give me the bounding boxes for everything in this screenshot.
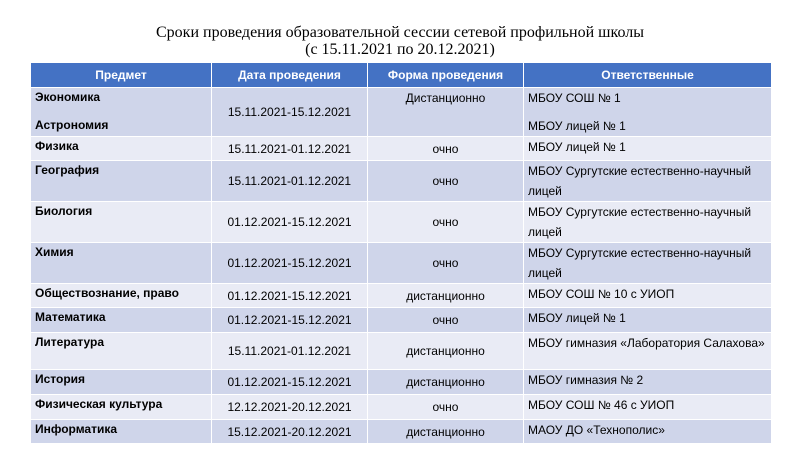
cell-date: 15.11.2021-01.12.2021	[212, 333, 368, 370]
cell-date: 15.11.2021-01.12.2021	[212, 161, 368, 202]
cell-responsible: МАОУ ДО «Технополис»	[524, 420, 772, 444]
cell-form: дистанционно	[368, 420, 524, 444]
cell-form: дистанционно	[368, 333, 524, 370]
header-form: Форма проведения	[368, 63, 524, 88]
cell-responsible: МБОУ лицей № 1	[524, 308, 772, 333]
header-responsible: Ответственные	[524, 63, 772, 88]
responsible-text: МБОУ СОШ № 1	[528, 91, 621, 105]
table-row	[31, 284, 772, 308]
cell-date: 01.12.2021-15.12.2021	[212, 202, 368, 243]
cell-date: 01.12.2021-15.12.2021	[212, 243, 368, 284]
header-subject: Предмет	[31, 63, 212, 88]
cell-date: 12.12.2021-20.12.2021	[212, 395, 368, 420]
table-row	[31, 370, 772, 395]
table-row	[31, 308, 772, 333]
table-row	[31, 333, 772, 370]
cell-subject: Химия	[31, 243, 212, 284]
cell-date: 15.11.2021-15.12.2021	[212, 88, 368, 137]
cell-form: очно	[368, 243, 524, 284]
subject-text: Астрономия	[35, 118, 109, 132]
cell-date: 01.12.2021-15.12.2021	[212, 370, 368, 395]
table-header-row	[31, 63, 772, 88]
cell-subject: Литература	[31, 333, 212, 370]
cell-form: очно	[368, 395, 524, 420]
cell-form: дистанционно	[368, 284, 524, 308]
cell-form: очно	[368, 202, 524, 243]
cell-form: очно	[368, 137, 524, 161]
table-row	[31, 161, 772, 202]
cell-subject: Обществознание, право	[31, 284, 212, 308]
table-row	[31, 420, 772, 444]
cell-date: 01.12.2021-15.12.2021	[212, 284, 368, 308]
cell-responsible: МБОУ СОШ № 10 с УИОП	[524, 284, 772, 308]
cell-subject: Физическая культура	[31, 395, 212, 420]
cell-responsible	[524, 88, 772, 137]
cell-responsible: МБОУ Сургутские естественно-научный лицей	[524, 243, 772, 284]
table-row	[31, 137, 772, 161]
table-row	[31, 395, 772, 420]
header-date: Дата проведения	[212, 63, 368, 88]
cell-subject: Физика	[31, 137, 212, 161]
cell-responsible: МБОУ гимназия «Лаборатория Салахова»	[524, 333, 772, 370]
cell-form: дистанционно	[368, 370, 524, 395]
cell-subject: Математика	[31, 308, 212, 333]
cell-date: 15.12.2021-20.12.2021	[212, 420, 368, 444]
cell-form: очно	[368, 308, 524, 333]
subject-text: Экономика	[35, 90, 101, 104]
table-row	[31, 202, 772, 243]
cell-form: Дистанционно	[368, 88, 524, 137]
cell-responsible: МБОУ гимназия № 2	[524, 370, 772, 395]
table-row	[31, 88, 772, 137]
cell-subject	[31, 88, 212, 137]
cell-subject: История	[31, 370, 212, 395]
cell-responsible: МБОУ Сургутские естественно-научный лицей	[524, 202, 772, 243]
title-line-1: Сроки проведения образовательной сессии сетевой профильной школы	[156, 24, 644, 41]
responsible-text: МБОУ лицей № 1	[528, 119, 626, 133]
cell-date: 01.12.2021-15.12.2021	[212, 308, 368, 333]
schedule-table	[30, 62, 772, 444]
cell-date: 15.11.2021-01.12.2021	[212, 137, 368, 161]
cell-responsible: МБОУ лицей № 1	[524, 137, 772, 161]
cell-subject: География	[31, 161, 212, 202]
page-title	[30, 24, 770, 58]
cell-form: очно	[368, 161, 524, 202]
cell-responsible: МБОУ СОШ № 46 с УИОП	[524, 395, 772, 420]
cell-responsible: МБОУ Сургутские естественно-научный лицей	[524, 161, 772, 202]
table-row	[31, 243, 772, 284]
title-line-2: (с 15.11.2021 по 20.12.2021)	[305, 41, 495, 58]
cell-subject: Биология	[31, 202, 212, 243]
cell-subject: Информатика	[31, 420, 212, 444]
